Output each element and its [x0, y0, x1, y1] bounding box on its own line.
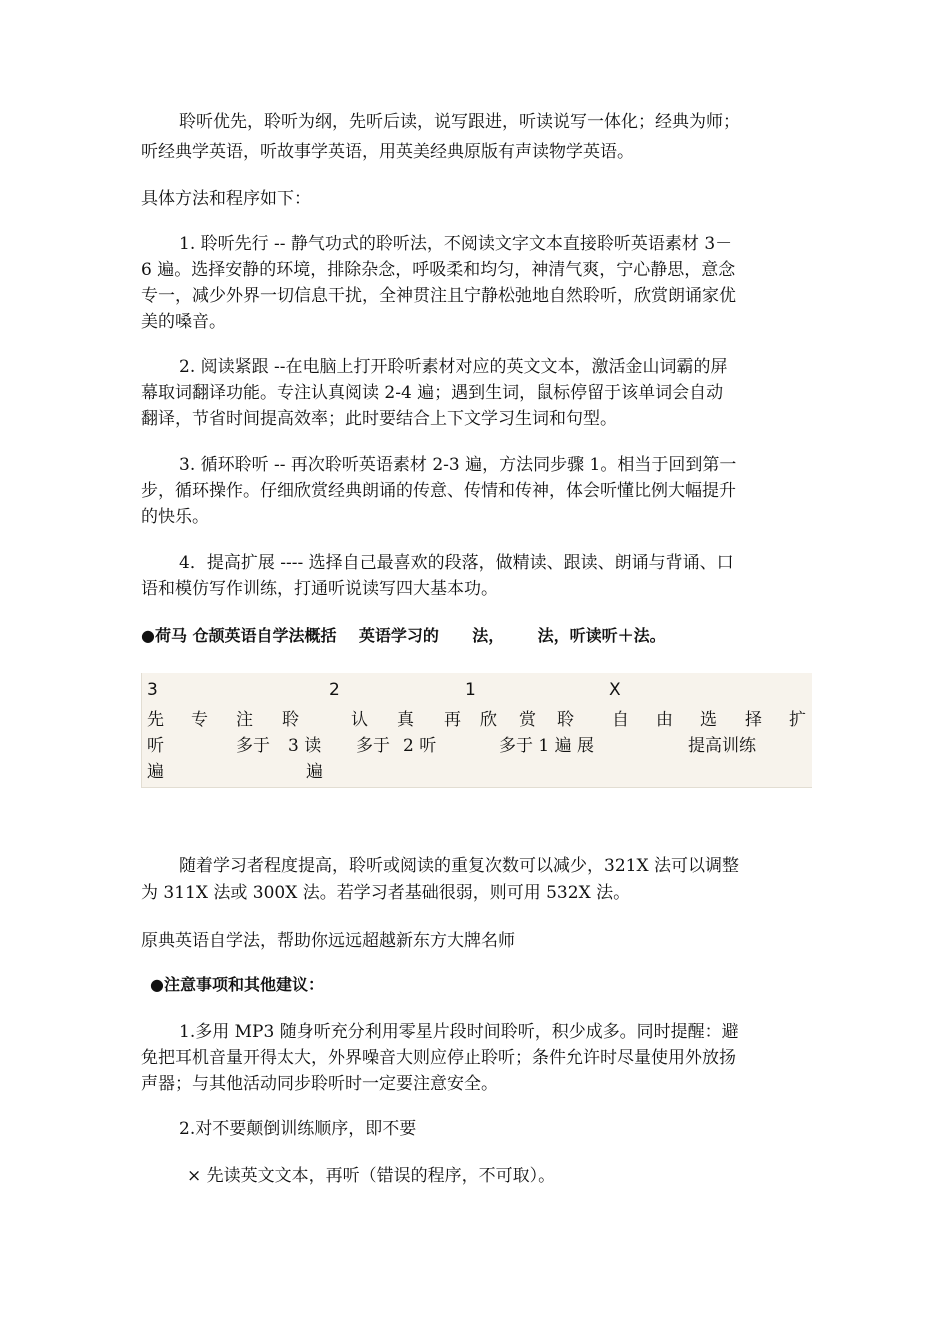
table-header-1: 1	[465, 680, 476, 700]
table-cell: 2 听	[403, 736, 437, 756]
table-cell: 聆	[282, 710, 299, 730]
note2-line-2: × 先读英文文本，再听（错误的程序，不可取）。	[187, 1166, 556, 1186]
table-cell: 择	[745, 710, 762, 730]
table-cell: 认	[351, 710, 368, 730]
slogan: 原典英语自学法，帮助你远远超越新东方大牌名师	[141, 931, 515, 951]
step3-line-2: 步，循环操作。仔细欣赏经典朗诵的传意、传情和传神，体会听懂比例大幅提升	[141, 481, 736, 501]
note1-line-2: 免把耳机音量开得太大，外界噪音大则应停止聆听；条件允许时尽量使用外放扬	[141, 1048, 736, 1068]
table-cell: 真	[397, 710, 414, 730]
summary-heading: ●荷马 仓颉英语自学法概括 英语学习的 法， 法，听读听＋法。	[141, 626, 666, 645]
table-cell: 由	[656, 710, 673, 730]
table-cell: 欣	[480, 710, 497, 730]
reduce-line-2: 为 311X 法或 300X 法。若学习者基础很弱，则可用 532X 法。	[141, 883, 631, 903]
step1-line-3: 专一，减少外界一切信息干扰，全神贯注且宁静松弛地自然聆听，欣赏朗诵家优	[141, 286, 736, 306]
note2-line-1: 2.对不要颠倒训练顺序，即不要	[179, 1119, 417, 1139]
table-cell: 再	[444, 710, 461, 730]
table-cell: 自	[612, 710, 629, 730]
method-heading: 具体方法和程序如下：	[141, 189, 311, 209]
table-header-x: X	[609, 680, 621, 700]
table-cell: 听	[147, 736, 164, 756]
step3-line-1: 3. 循环聆听 -- 再次聆听英语素材 2-3 遍，方法同步骤 1。相当于回到第一	[179, 455, 737, 475]
step3-line-3: 的快乐。	[141, 507, 209, 527]
step1-line-4: 美的嗓音。	[141, 312, 226, 332]
intro-line-1: 聆听优先，聆听为纲，先听后读，说写跟进，听读说写一体化；经典为师；	[179, 112, 740, 132]
table-cell: 先	[147, 710, 164, 730]
method-table	[141, 673, 812, 788]
table-cell: 多于	[236, 736, 270, 756]
table-cell: 聆	[557, 710, 574, 730]
table-cell: 多于 1 遍 展	[499, 736, 595, 756]
step2-line-3: 翻译，节省时间提高效率；此时要结合上下文学习生词和句型。	[141, 409, 617, 429]
step1-line-1: 1. 聆听先行 -- 静气功式的聆听法，不阅读文字文本直接聆听英语素材 3－	[179, 234, 733, 254]
table-cell: 专	[191, 710, 208, 730]
reduce-line-1: 随着学习者程度提高，聆听或阅读的重复次数可以减少，321X 法可以调整	[179, 856, 739, 876]
intro-line-2: 听经典学英语，听故事学英语，用英美经典原版有声读物学英语。	[141, 142, 634, 162]
table-cell: 选	[700, 710, 717, 730]
table-cell: 多于	[356, 736, 390, 756]
table-header-3: 3	[147, 680, 158, 700]
step2-line-2: 幕取词翻译功能。专注认真阅读 2-4 遍；遇到生词，鼠标停留于该单词会自动	[141, 383, 724, 403]
table-cell: 3 读	[288, 736, 322, 756]
step4-line-2: 语和模仿写作训练，打通听说读写四大基本功。	[141, 579, 498, 599]
table-cell: 扩	[789, 710, 806, 730]
table-cell: 注	[236, 710, 253, 730]
table-header-2: 2	[329, 680, 340, 700]
note1-line-3: 声器；与其他活动同步聆听时一定要注意安全。	[141, 1074, 498, 1094]
step1-line-2: 6 遍。选择安静的环境，排除杂念，呼吸柔和均匀，神清气爽，宁心静思，意念	[141, 260, 736, 280]
notes-heading: ●注意事项和其他建议：	[150, 975, 324, 994]
table-cell: 赏	[519, 710, 536, 730]
step2-line-1: 2. 阅读紧跟 --在电脑上打开聆听素材对应的英文文本，激活金山词霸的屏	[179, 357, 728, 377]
table-cell: 遍	[306, 762, 323, 782]
note1-line-1: 1.多用 MP3 随身听充分利用零星片段时间聆听，积少成多。同时提醒：避	[179, 1022, 739, 1042]
table-cell: 遍	[147, 762, 164, 782]
step4-line-1: 4．提高扩展 ---- 选择自己最喜欢的段落，做精读、跟读、朗诵与背诵、口	[179, 553, 734, 573]
table-cell: 提高训练	[688, 736, 756, 756]
